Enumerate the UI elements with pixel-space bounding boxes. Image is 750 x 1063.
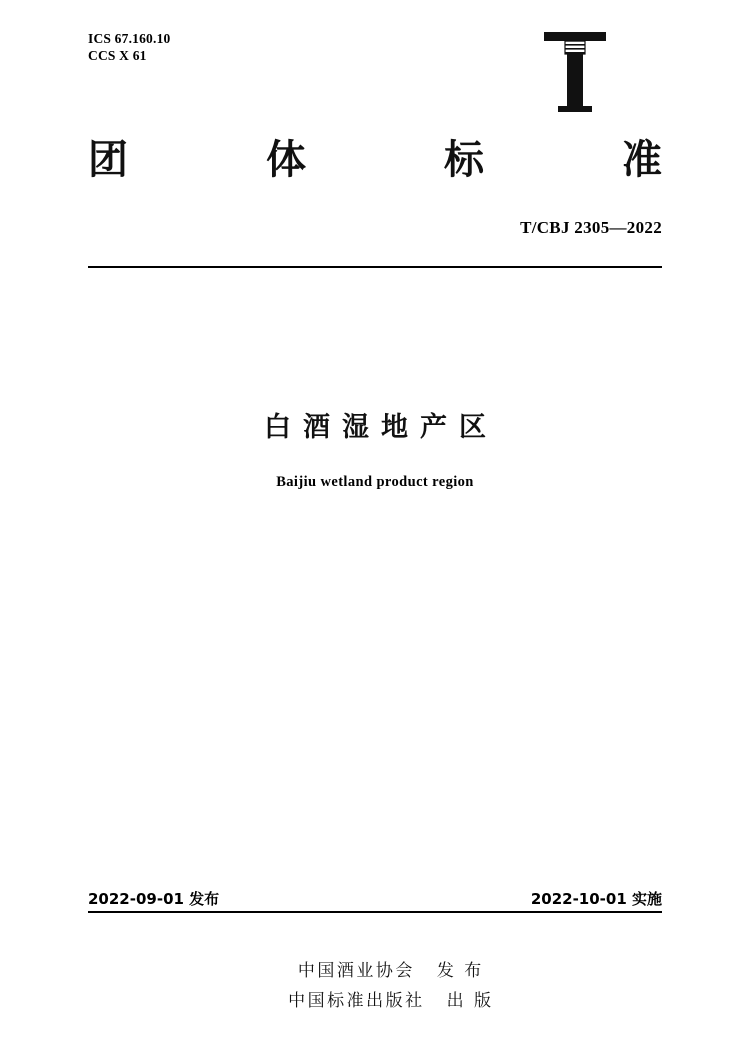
- page-title-english: Baijiu wetland product region: [276, 474, 474, 490]
- ccs-code: CCS X 61: [88, 48, 147, 63]
- classification-block: [88, 30, 171, 64]
- publisher-action-1: 发 布: [436, 961, 484, 981]
- standard-type-char-3: 标: [444, 137, 484, 183]
- page-title: 白酒湿地产区: [264, 412, 498, 443]
- implementation-date: 2022-10-01 实施: [530, 890, 662, 908]
- standard-type-heading: [88, 137, 662, 183]
- standard-type-char-1: 团: [88, 137, 128, 183]
- standard-number: T/CBJ 2305—2022: [520, 218, 662, 237]
- t-standard-logo-icon: [540, 28, 610, 116]
- header-divider: [88, 266, 662, 268]
- publisher-line-2: [0, 966, 750, 1031]
- publisher-action-2: 出 版: [446, 991, 494, 1011]
- footer-dates: [88, 888, 662, 909]
- publisher-name-2: 中国标准出版社: [288, 991, 425, 1011]
- issue-date: 2022-09-01 发布: [88, 890, 220, 908]
- standard-type-char-4: 准: [622, 137, 662, 183]
- publisher-name-1: 中国酒业协会: [297, 961, 415, 981]
- standard-type-char-2: 体: [266, 137, 306, 183]
- footer-divider: [88, 911, 662, 913]
- ics-code: ICS 67.160.10: [88, 31, 171, 46]
